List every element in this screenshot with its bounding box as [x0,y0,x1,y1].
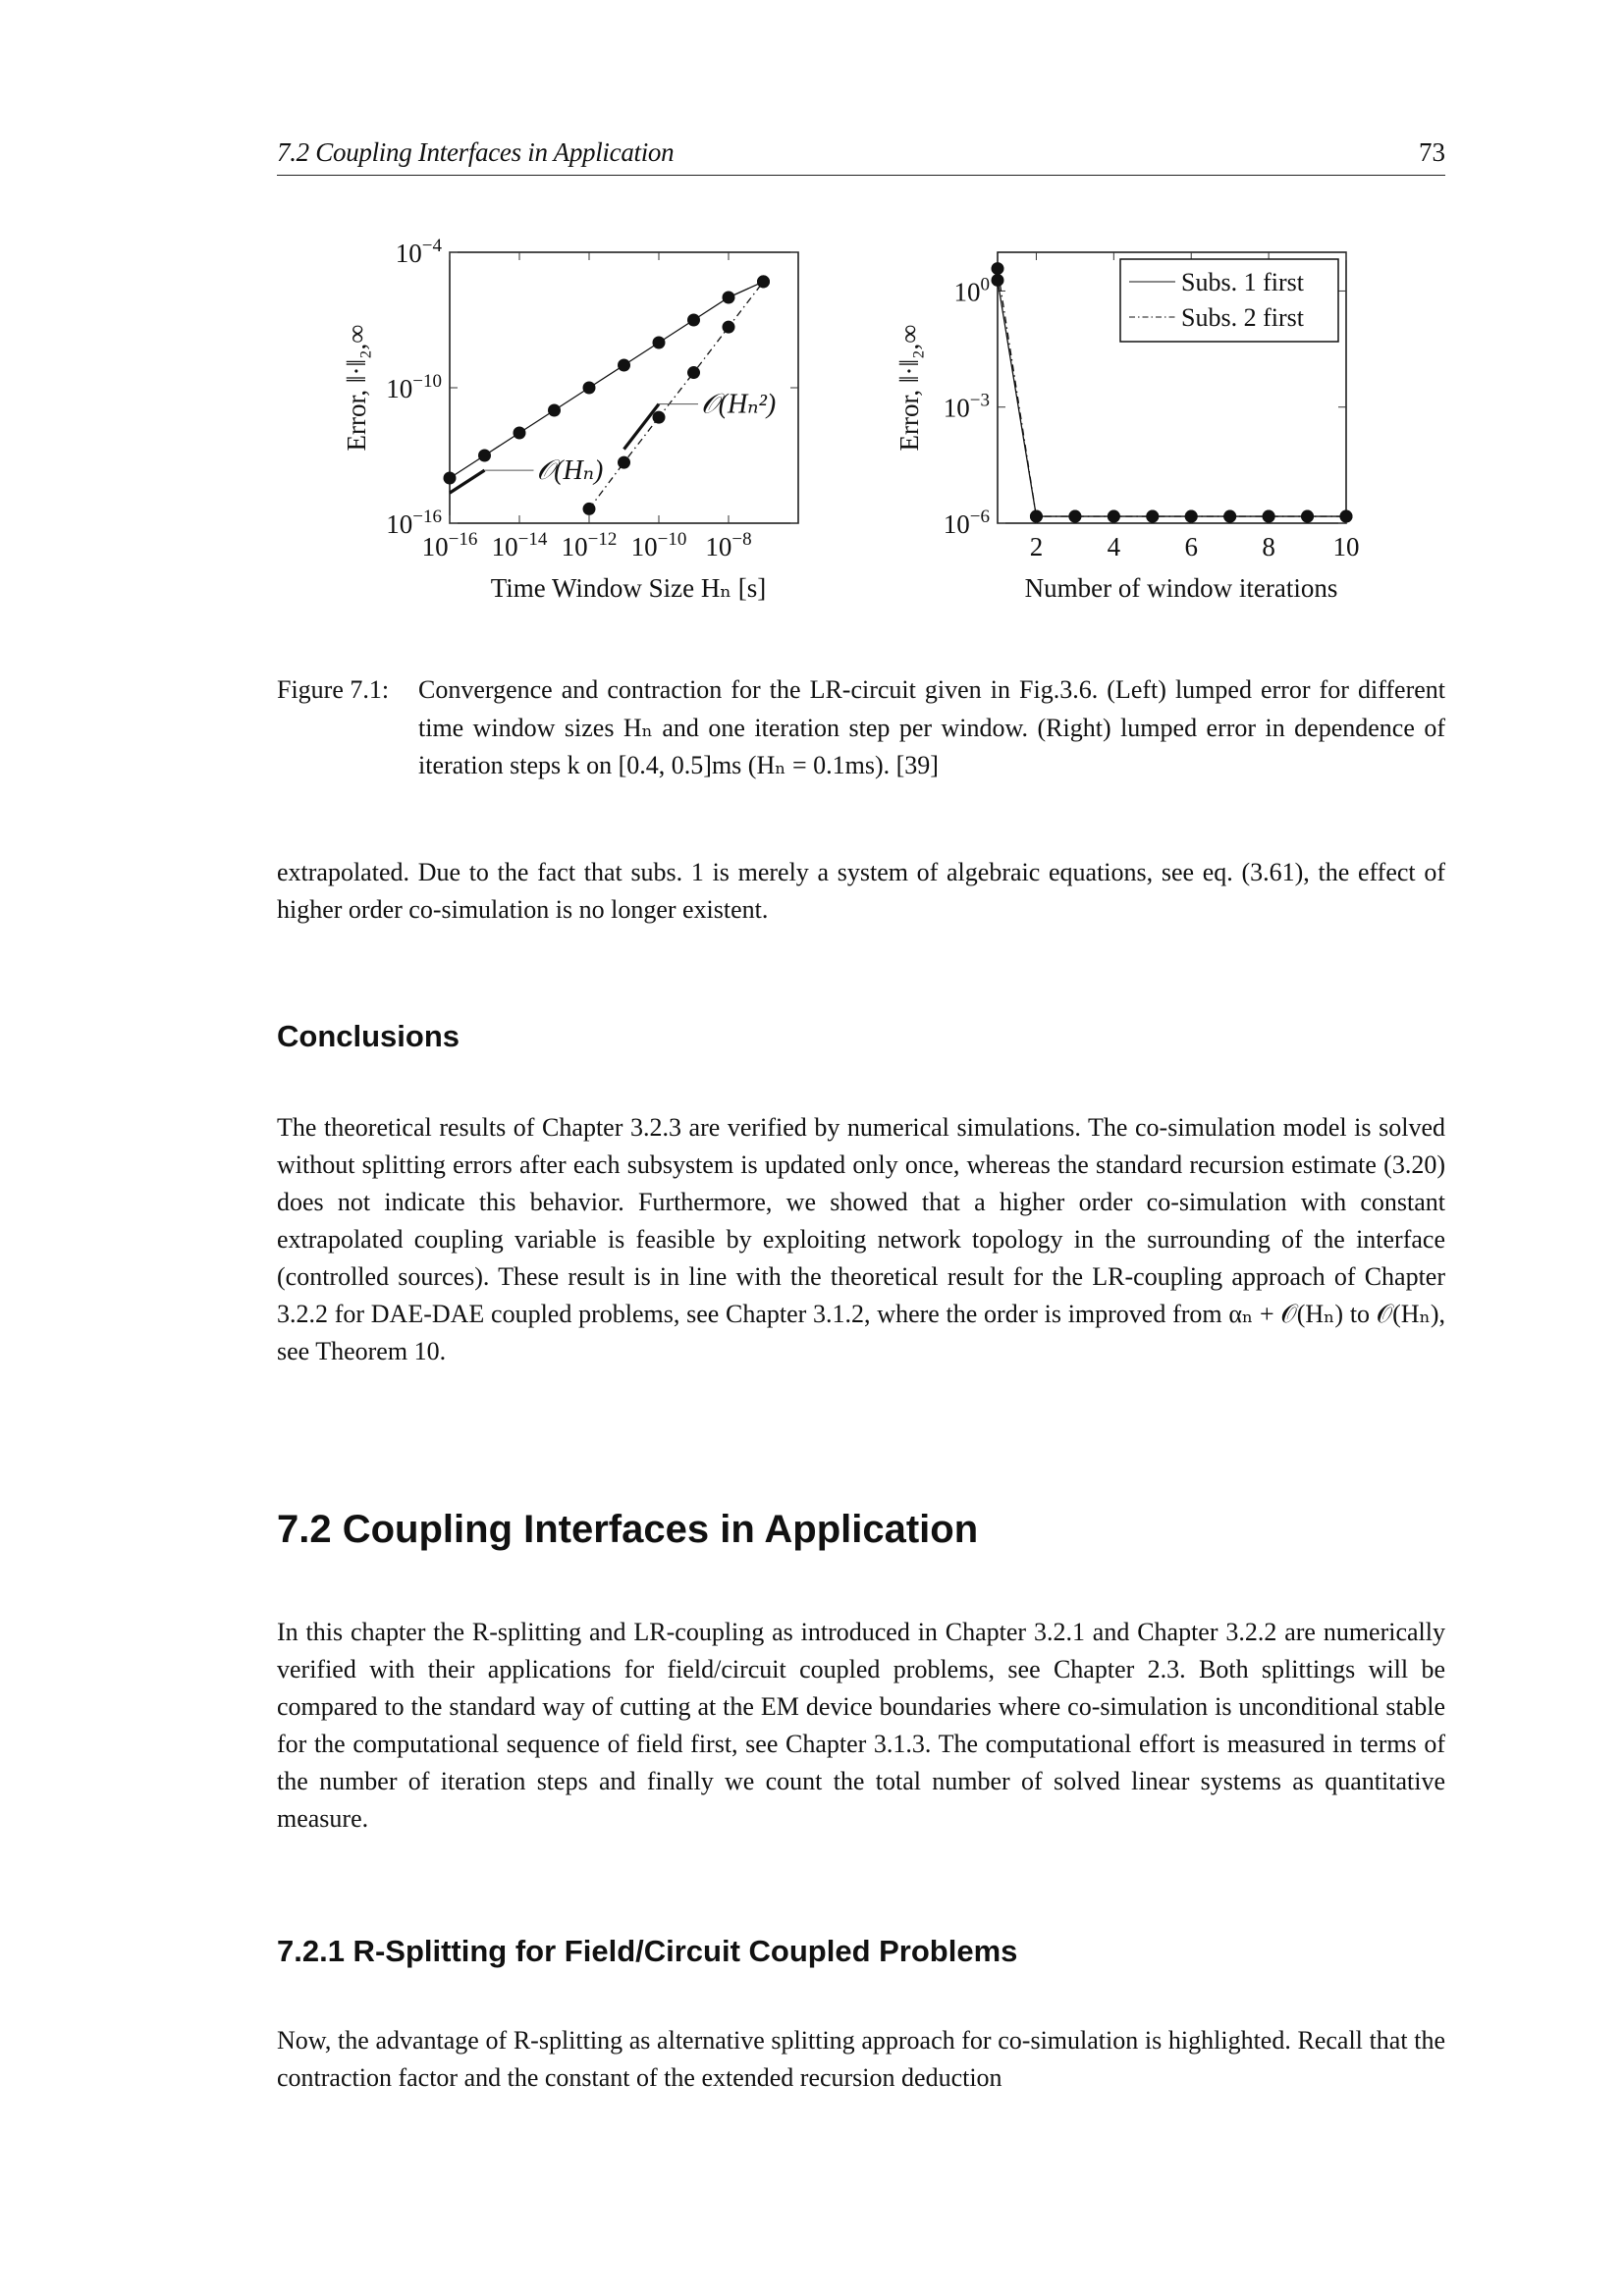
subsection-heading-7-2-1: 7.2.1 R-Splitting for Field/Circuit Coupled Problems [277,1934,1018,1968]
left-data-point [478,450,491,462]
right-data-point [1301,510,1314,523]
left-data-point [618,456,630,469]
right-x-tick-label: 6 [1184,532,1198,561]
left-series-line-1 [450,282,764,478]
right-data-point [992,274,1004,287]
left-data-point [687,314,700,327]
right-data-point [1068,510,1081,523]
left-data-point [583,503,596,515]
y-axis-label-left: Error, ‖·‖₂,∞ [342,324,371,452]
left-data-point [687,366,700,379]
figure-caption [277,671,1445,785]
chart-right-error-vs-iterations [894,252,1360,603]
paragraph-extrapolated: extrapolated. Due to the fact that subs. 1 is merely a system of algebraic equations, see eq. (3.61), the effect of higher order co-simulation is no longer existent. [277,858,1445,924]
right-x-tick-label: 2 [1029,532,1044,561]
left-data-point [444,472,457,485]
right-data-point [1030,510,1043,523]
heading-conclusions: Conclusions [277,1019,460,1053]
right-data-point [992,262,1004,275]
paragraph-r-splitting: Now, the advantage of R-splitting as alternative splitting approach for co-simulation is highlighted. Recall that the contraction factor and the constant of the extended recursion deduction [277,2026,1445,2092]
page-number: 73 [1419,137,1445,167]
right-data-point [1185,510,1198,523]
slope-annotations [450,390,776,494]
slope-label-second-order: 𝒪(Hₙ²) [701,389,777,420]
right-x-tick-label: 10 [1332,532,1360,561]
paragraph-section-intro: In this chapter the R-splitting and LR-coupling as introduced in Chapter 3.2.1 and Chapter 3.2.2 are numerically verified with their applications for field/circuit coupled problems, see Chapter 2.3. Both splittings will be compared to the standard way of cutting at the EM device boundaries where co-simulation is unconditional stable for the computational sequence of field first, see Chapter 3.1.3. The computational effort is measured in terms of the number of iteration steps and finally we count the total number of solved linear systems as quantitative measure. [277,1618,1445,1833]
right-y-tick-label: $10^{-3}$ [943,390,990,423]
left-data-point [723,292,735,304]
paragraph-conclusions: The theoretical results of Chapter 3.2.3 are verified by numerical simulations. The co-simulation model is solved without splitting errors after each subsystem is updated only once, whereas the standard recursion estimate (3.20) does not indicate this behavior. Furthermore, we showed that a higher order co-simulation with constant extrapolated coupling variable is feasible by exploiting network topology in the surrounding of the interface (controlled sources). These result is in line with the theoretical result for the LR-coupling approach of Chapter 3.2.2 for DAE-DAE coupled problems, see Chapter 3.1.2, where the order is improved from αₙ + 𝒪(Hₙ) to 𝒪(Hₙ), see Theorem 10. [277,1113,1445,1365]
chart-left-error-vs-window-size [342,236,798,603]
slope-line-second-order [624,404,660,450]
right-data-point [1263,510,1275,523]
section-heading-7-2: 7.2 Coupling Interfaces in Application [277,1508,979,1551]
left-x-tick-label: $10^{-14}$ [491,529,548,561]
left-data-point [618,359,630,372]
left-y-tick-label: $10^{-16}$ [386,507,442,539]
x-axis-label-right: Number of window iterations [1024,573,1338,603]
left-data-point [653,337,666,349]
left-data-point [514,427,526,440]
y-axis-label-right: Error, ‖·‖₂,∞ [894,324,924,452]
right-x-tick-label: 8 [1262,532,1275,561]
figure-label: Figure 7.1: [277,675,390,704]
legend-entry-subs-1: Subs. 1 first [1181,268,1304,296]
left-x-tick-label: $10^{-16}$ [421,529,478,561]
left-data-point [653,411,666,424]
right-data-point [1108,510,1120,523]
right-data-point [1340,510,1353,523]
running-header-title: 7.2 Coupling Interfaces in Application [277,137,675,167]
legend-entry-subs-2: Subs. 2 first [1181,303,1304,332]
left-y-tick-label: $10^{-4}$ [395,236,442,268]
right-data-point [1223,510,1236,523]
x-axis-label-left: Time Window Size Hₙ [s] [490,573,767,603]
plot-area-left [450,252,798,523]
left-x-tick-label: $10^{-10}$ [630,529,687,561]
left-x-tick-label: $10^{-12}$ [561,529,618,561]
slope-label-first-order: 𝒪(Hₙ) [536,455,604,487]
left-data-point [723,321,735,334]
figure-caption-text: Convergence and contraction for the LR-circuit given in Fig.3.6. (Left) lumped error for different time window sizes Hₙ and one iteration step per window. (Right) lumped error in dependence of iteration steps k on [0.4, 0.5]ms (Hₙ = 0.1ms). [39] [418,675,1445,779]
left-data-point [583,382,596,395]
right-x-tick-label: 4 [1107,532,1121,561]
left-data-point [548,404,561,417]
left-y-tick-label: $10^{-10}$ [386,371,442,403]
left-data-point [757,275,770,288]
figure-7-1 [0,0,1624,628]
legend [1120,259,1338,342]
right-data-point [1146,510,1159,523]
right-y-tick-label: $10^{-6}$ [943,507,990,539]
right-y-tick-label: $10^0$ [953,274,990,307]
left-x-tick-label: $10^{-8}$ [705,529,752,561]
